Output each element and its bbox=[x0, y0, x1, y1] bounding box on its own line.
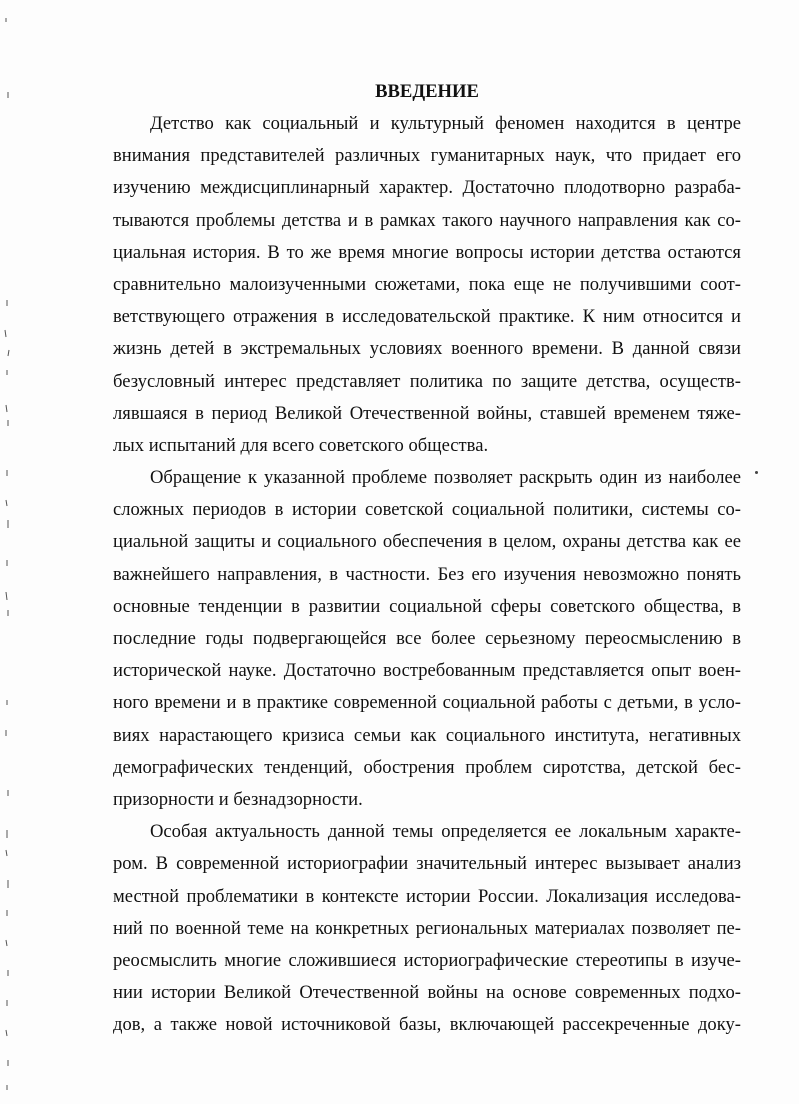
text-line: циальная история. В то же время многие вопросы истории детства остаются bbox=[113, 241, 741, 263]
paragraph bbox=[113, 108, 741, 462]
text-line: Обращение к указанной проблеме позволяет раскрыть один из наиболее bbox=[150, 467, 741, 489]
text-line: основные тенденции в развитии социальной сферы советского общества, в bbox=[113, 595, 741, 617]
text-line: дов, а также новой источниковой базы, включающей рассекреченные доку- bbox=[113, 1014, 741, 1036]
scan-speck bbox=[755, 471, 758, 474]
text-line: ветствующего отражения в исследовательской практике. К ним относится и bbox=[113, 306, 741, 328]
text-line: сложных периодов в истории советской социальной политики, системы со- bbox=[113, 499, 741, 521]
text-line: призорности и безнадзорности. bbox=[113, 788, 363, 810]
text-line: Детство как социальный и культурный феномен находится в центре bbox=[150, 113, 741, 134]
text-line: демографических тенденций, обострения проблем сиротства, детской бес- bbox=[113, 756, 741, 778]
paragraph bbox=[113, 462, 741, 816]
text-line: лявшаяся в период Великой Отечественной войны, ставшей временем тяже- bbox=[113, 402, 741, 424]
paragraph bbox=[113, 816, 741, 1041]
text-line: исторической науке. Достаточно востребованным представляется опыт воен- bbox=[113, 660, 741, 682]
text-line: внимания представителей различных гуманитарных наук, что придает его bbox=[113, 145, 741, 167]
text-line: циальной защиты и социального обеспечения в целом, охраны детства как ее bbox=[113, 531, 741, 553]
text-line: сравнительно малоизученными сюжетами, пока еще не получившими соот- bbox=[113, 273, 741, 295]
document-body bbox=[113, 76, 741, 1041]
text-line: ром. В современной историографии значительный интерес вызывает анализ bbox=[113, 853, 741, 875]
text-line: ний по военной теме на конкретных региональных материалах позволяет пе- bbox=[113, 917, 741, 939]
text-line: виях нарастающего кризиса семьи как социального института, негативных bbox=[113, 724, 741, 746]
text-line: безусловный интерес представляет политика по защите детства, осуществ- bbox=[113, 370, 741, 392]
text-line: Особая актуальность данной темы определяется ее локальным характе- bbox=[150, 821, 741, 843]
paragraphs-container bbox=[113, 108, 741, 1041]
text-line: жизнь детей в экстремальных условиях военного времени. В данной связи bbox=[113, 338, 741, 360]
text-line: реосмыслить многие сложившиеся историографические стереотипы в изуче- bbox=[113, 949, 741, 971]
text-line: тываются проблемы детства и в рамках такого научного направления как со- bbox=[113, 209, 741, 231]
text-line: изучению междисциплинарный характер. Достаточно плодотворно разраба- bbox=[113, 177, 741, 199]
scan-edge-marks bbox=[0, 0, 24, 1104]
text-line: нии истории Великой Отечественной войны на основе современных подхо- bbox=[113, 982, 741, 1004]
section-heading: ВВЕДЕНИЕ bbox=[375, 81, 479, 102]
text-line: ного времени и в практике современной социальной работы с детьми, в усло- bbox=[113, 692, 741, 714]
text-line: лых испытаний для всего советского общества. bbox=[113, 434, 489, 456]
text-line: важнейшего направления, в частности. Без его изучения невозможно понять bbox=[113, 563, 741, 585]
text-line: последние годы подвергающейся все более серьезному переосмыслению в bbox=[113, 628, 741, 649]
text-line: местной проблематики в контексте истории России. Локализация исследова- bbox=[113, 885, 741, 907]
